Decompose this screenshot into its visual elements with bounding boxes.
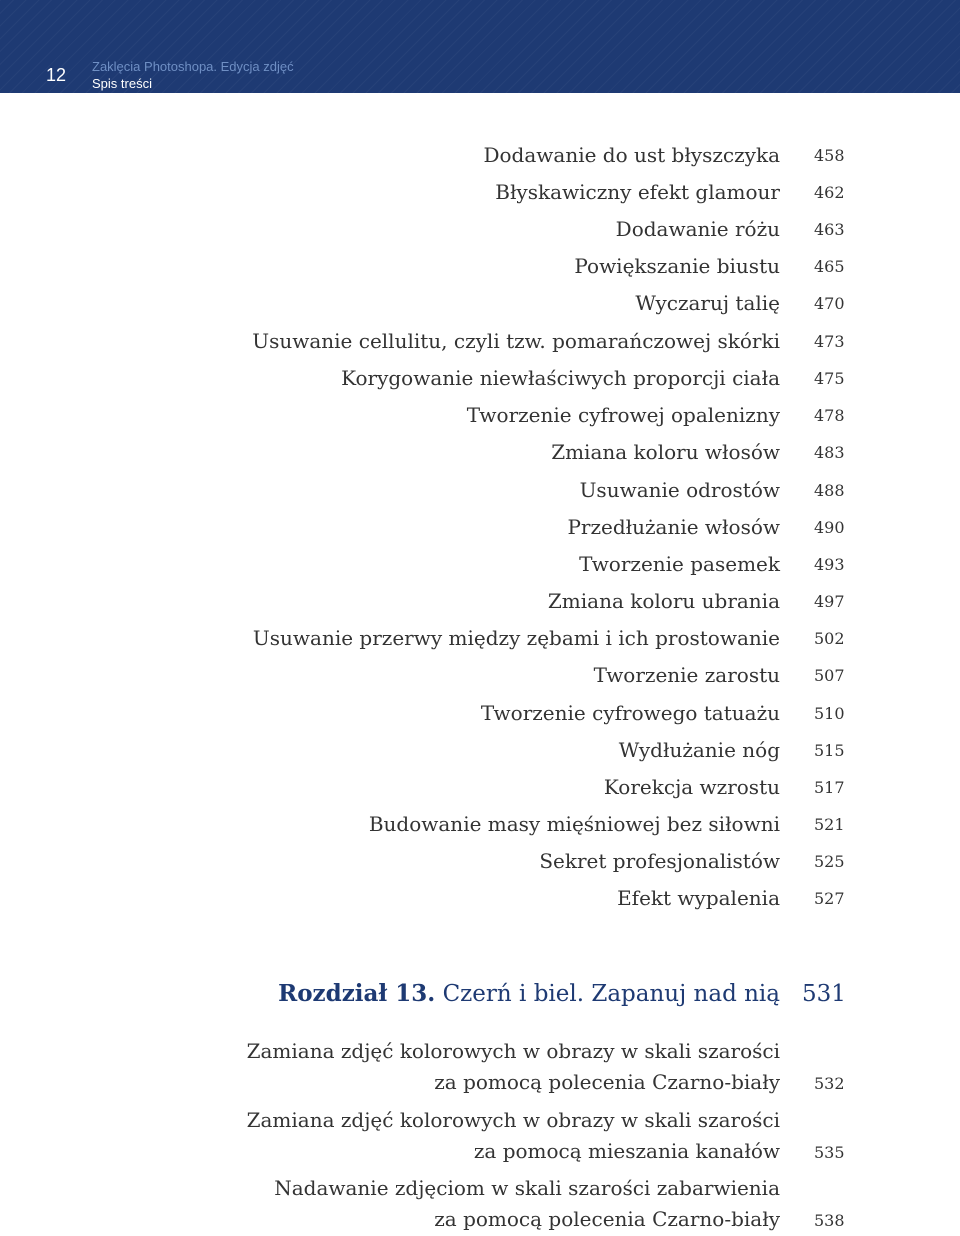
toc-entry[interactable] [200,438,860,466]
toc-entry-title-line1: Nadawanie zdjęciom w skali szarości zabarwienia [274,1176,780,1200]
toc-entry-page: 488 [814,481,845,500]
toc-entry-page: 470 [814,294,845,313]
toc-entry-page: 535 [814,1143,845,1162]
toc-entry-title: Korekcja wzrostu [603,775,780,799]
toc-entry-title: Usuwanie przerwy między zębami i ich prostowanie [252,626,780,650]
toc-entry[interactable] [200,736,860,764]
toc-entry-title: Tworzenie pasemek [579,552,780,576]
toc-entry-page: 458 [814,146,845,165]
chapter-title-line [278,978,780,1010]
toc-entry-title: Zmiana koloru włosów [551,440,780,464]
toc-entry-title: Sekret profesjonalistów [539,849,780,873]
toc-entry[interactable] [200,327,860,355]
toc-entry-title-line2: za pomocą mieszania kanałów [473,1139,780,1163]
toc-entry-page: 463 [814,220,845,239]
chapter-label: Rozdział 13. [278,980,436,1007]
toc-entry-page: 497 [814,592,845,611]
toc-entry-page: 478 [814,406,845,425]
toc-entry-title: Przedłużanie włosów [567,515,780,539]
toc-entry-title-line1: Zamiana zdjęć kolorowych w obrazy w skali szarości [246,1108,780,1132]
toc-entry-title: Tworzenie zarostu [593,663,780,687]
toc-entry[interactable] [200,1105,860,1167]
toc-entry-title-line2: za pomocą polecenia Czarno-biały [434,1207,780,1231]
toc-entry[interactable] [200,215,860,243]
toc-entry-title: Usuwanie odrostów [579,478,780,502]
toc-entry-title: Efekt wypalenia [617,886,780,910]
toc-entry-title: Wyczaruj talię [635,291,780,315]
toc-entry-page: 517 [814,778,845,797]
page-header [0,0,960,93]
toc-entry[interactable] [200,401,860,429]
page-number: 12 [46,65,67,85]
toc-entry[interactable] [200,141,860,169]
toc-entry-page: 502 [814,629,845,648]
toc-entry-title: Tworzenie cyfrowej opalenizny [466,403,780,427]
toc-entry-title: Dodawanie różu [615,217,780,241]
toc-entry-title-line2: za pomocą polecenia Czarno-biały [434,1070,780,1094]
toc-entry-title: Powiększanie biustu [574,254,780,278]
toc-entry[interactable] [200,810,860,838]
toc-entry-page: 527 [814,889,845,908]
toc-entry-page: 521 [814,815,845,834]
chapter-page: 531 [802,981,846,1007]
toc-entry-page: 490 [814,518,845,537]
toc-entry-page: 475 [814,369,845,388]
toc-entry-title-line1: Zamiana zdjęć kolorowych w obrazy w skali szarości [246,1039,780,1063]
toc-entry-page: 510 [814,704,845,723]
toc-entry-title: Usuwanie cellulitu, czyli tzw. pomarańczowej skórki [252,329,780,353]
toc-entry-title: Budowanie masy mięśniowej bez siłowni [368,812,780,836]
toc-entry[interactable] [200,661,860,689]
toc-entry-title: Wydłużanie nóg [618,738,780,762]
toc-entry-page: 493 [814,555,845,574]
toc-entry[interactable] [200,884,860,912]
toc-entry[interactable] [200,252,860,280]
toc-entry[interactable] [200,773,860,801]
toc-entry[interactable] [200,847,860,875]
chapter-title: Czerń i biel. Zapanuj nad nią [442,981,780,1007]
section-title: Spis treści [92,76,152,91]
toc-entry-title: Błyskawiczny efekt glamour [495,180,780,204]
toc-entry-page: 507 [814,666,845,685]
toc-entry-page: 538 [814,1211,845,1230]
toc-entry-title: Zmiana koloru ubrania [547,589,780,613]
toc-entry-title: Korygowanie niewłaściwych proporcji ciała [341,366,780,390]
toc-entry-page: 473 [814,332,845,351]
toc-entry[interactable] [200,1036,860,1098]
toc-entry-page: 515 [814,741,845,760]
chapter-heading[interactable] [200,978,860,1010]
toc-entry[interactable] [200,624,860,652]
toc-entry-page: 532 [814,1074,845,1093]
toc-entry[interactable] [200,1173,860,1235]
toc-entry-page: 465 [814,257,845,276]
toc-entry[interactable] [200,476,860,504]
toc-entry-title: Tworzenie cyfrowego tatuażu [480,701,780,725]
toc-entry[interactable] [200,513,860,541]
toc-entry[interactable] [200,587,860,615]
toc-entry[interactable] [200,550,860,578]
toc-entry[interactable] [200,699,860,727]
toc-entry[interactable] [200,178,860,206]
toc-entry-title: Dodawanie do ust błyszczyka [483,143,780,167]
toc-entry-page: 525 [814,852,845,871]
toc-entry-page: 483 [814,443,845,462]
book-title: Zaklęcia Photoshopa. Edycja zdjęć [92,59,294,74]
toc-entry[interactable] [200,364,860,392]
toc-entry-page: 462 [814,183,845,202]
toc-entry[interactable] [200,289,860,317]
